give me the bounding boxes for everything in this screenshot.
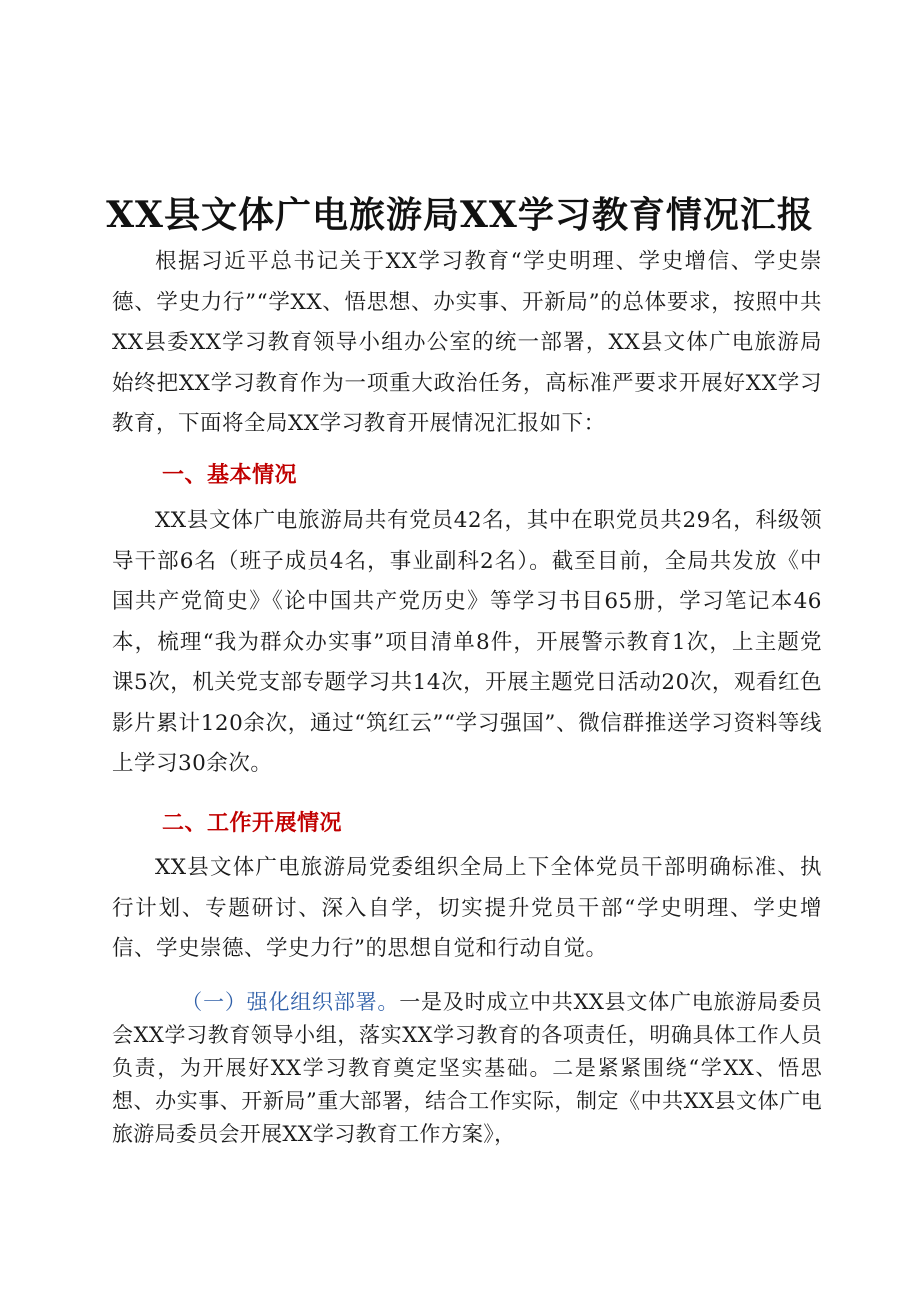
subsection-paragraph	[112, 986, 822, 1151]
document-title: XX县文体广电旅游局XX学习教育情况汇报	[106, 194, 814, 237]
section-heading-work-progress: 二、工作开展情况	[162, 811, 343, 836]
subsection-text: 一是及时成立中共XX县文体广电旅游局委员会XX学习教育领导小组，落实XX学习教育的各项责任，明确具体工作人员负责，为开展好XX学习教育奠定坚实基础。二是紧紧围绕“学XX、悟思想、办实事、开新局”重大部署，结合工作实际，制定《中共XX县文体广电旅游局委员会开展XX学习教育工作方案》，	[112, 990, 823, 1146]
work-progress-paragraph: XX县文体广电旅游局党委组织全局上下全体党员干部明确标准、执行计划、专题研讨、深入自学，切实提升党员干部“学史明理、学史增信、学史崇德、学史力行”的思想自觉和行动自觉。	[112, 855, 822, 961]
section-heading-basic-situation: 一、基本情况	[162, 463, 298, 488]
subsection-heading: （一）强化组织部署。	[181, 990, 400, 1014]
intro-paragraph: 根据习近平总书记关于XX学习教育“学史明理、学史增信、学史崇德、学史力行”“学XX、悟思想、办实事、开新局”的总体要求，按照中共XX县委XX学习教育领导小组办公室的统一部署，XX县文体广电旅游局始终把XX学习教育作为一项重大政治任务，高标准严要求开展好XX学习教育，下面将全局XX学习教育开展情况汇报如下：	[112, 249, 822, 436]
basic-situation-paragraph: XX县文体广电旅游局共有党员42名，其中在职党员共29名，科级领导干部6名（班子成员4名，事业副科2名）。截至目前，全局共发放《中国共产党简史》《论中国共产党历史》等学习书目65册，学习笔记本46本，梳理“我为群众办实事”项目清单8件，开展警示教育1次，上主题党课5次，机关党支部专题学习共14次，开展主题党日活动20次，观看红色影片累计120余次，通过“筑红云”“学习强国”、微信群推送学习资料等线上学习30余次。	[112, 508, 822, 776]
